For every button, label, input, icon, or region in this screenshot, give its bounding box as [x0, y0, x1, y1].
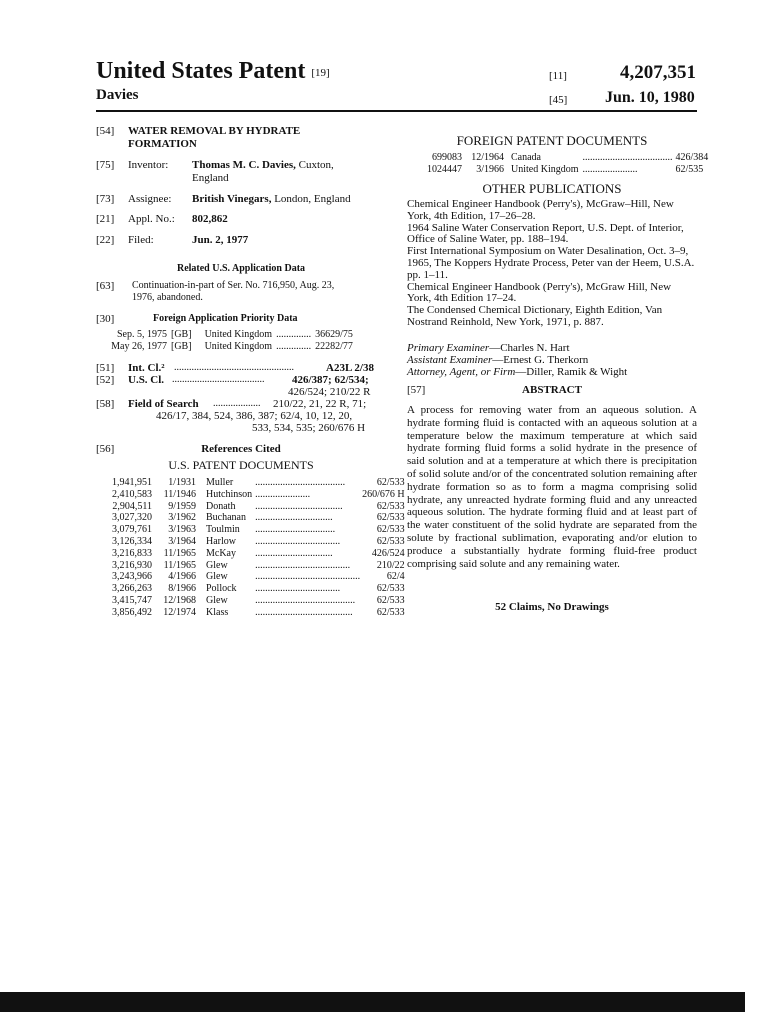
- foreign-country: United Kingdom: [511, 163, 579, 175]
- f51-code: [51]: [96, 362, 115, 374]
- us-doc-dots: ...................................: [255, 500, 343, 512]
- us-doc-number: 2,904,511: [112, 500, 152, 512]
- us-doc-dots: ..........................................: [255, 571, 361, 583]
- f75-value: [192, 159, 334, 171]
- us-doc-dots: ...............................: [255, 547, 333, 559]
- us-doc-name: Glew: [206, 594, 228, 606]
- f57-code: [57]: [407, 384, 426, 396]
- us-doc-class: 210/22: [376, 559, 405, 571]
- table-row: [104, 512, 405, 524]
- us-doc-name: Muller: [206, 477, 234, 488]
- table-row: [107, 329, 353, 341]
- us-doc-number: 3,415,747: [112, 594, 152, 606]
- f63-line1: Continuation-in-part of Ser. No. 716,950, Aug. 23,: [132, 280, 335, 291]
- f58-value2: 426/17, 384, 524, 386, 387; 62/4, 10, 12, 20,: [156, 410, 353, 422]
- f22-label: Filed:: [128, 234, 154, 246]
- table-row: [107, 341, 353, 353]
- f56-code: [56]: [96, 443, 115, 455]
- patent-number: 4,207,351: [620, 62, 696, 83]
- table-row: [104, 489, 405, 501]
- foreign-dots: ....................................: [582, 152, 673, 163]
- foreign-no: 699083: [432, 152, 462, 163]
- us-doc-dots: .......................................: [255, 606, 353, 618]
- f54-code: [54]: [96, 125, 115, 137]
- foreign-cls: 62/535: [675, 163, 704, 175]
- f30-code: [30]: [96, 313, 115, 325]
- table-row: [104, 477, 405, 489]
- f58-value3: 533, 534, 535; 260/676 H: [252, 422, 366, 434]
- us-doc-date: 3/1962: [168, 512, 196, 524]
- patent-title: [96, 58, 330, 85]
- table-row: [104, 536, 405, 548]
- table-row: [104, 571, 405, 583]
- us-doc-dots: ..................................: [255, 535, 341, 547]
- inventor-surname: Davies: [96, 87, 139, 103]
- priority-date: May 26, 1977: [111, 340, 167, 352]
- us-doc-number: 3,856,492: [112, 606, 152, 618]
- f30-heading: Foreign Application Priority Data: [153, 313, 298, 324]
- us-doc-number: 1,941,951: [112, 477, 152, 488]
- us-doc-class: 62/533: [376, 524, 405, 536]
- us-doc-date: 11/1946: [163, 488, 196, 500]
- us-doc-class: 62/533: [376, 512, 405, 524]
- primary-examiner-name: —Charles N. Hart: [489, 342, 570, 354]
- priority-no: 36629/75: [315, 329, 353, 340]
- us-doc-number: 3,126,334: [112, 535, 152, 547]
- us-doc-class: 260/676 H: [362, 488, 405, 500]
- foreign-dots: ......................: [582, 163, 638, 175]
- foreign-date: 3/1966: [476, 163, 504, 175]
- assistant-examiner-name: —Ernest G. Therkorn: [492, 354, 589, 366]
- attorney-label: Attorney, Agent, or Firm: [407, 366, 516, 378]
- title-code: [19]: [311, 67, 330, 79]
- inventor-place2: England: [192, 172, 229, 184]
- us-doc-class: 62/533: [376, 500, 405, 512]
- f56-heading: References Cited: [201, 443, 281, 455]
- us-doc-dots: ......................................: [255, 559, 351, 571]
- us-doc-dots: ................................: [255, 524, 336, 536]
- publication-entry: First International Symposium on Water Desalination, Oct. 3–9, 1965, The Koppers Hydrate Process, Peter van der Heem, U.S.A. pp. 1–11.: [407, 245, 695, 281]
- f54-title-line2: FORMATION: [128, 138, 197, 150]
- us-doc-name: Harlow: [206, 535, 236, 547]
- abstract-text: A process for removing water from an aqueous solution. A hydrate forming fluid is contacted with an aqueous solution at a temperature below the maximum temperature at which said hydrate forming fluid forms a solid hydrate in the presence of said solution and at a temperature at which there is precipitation of solid solute and/or of the concentrated solution remaining after hydrate formation so as to form a magma comprising solid hydrate, any unreacted hydrate forming fluid and any unreacted aqueous solution. The hydrate forming fluid and at least part of the water constituent of the solid hydrate are separated from the solute by fractional sublimation, evaporating and/or elution to produce a substantially hydrate forming fluid-free product comprising said solute and any remaining water.: [407, 404, 697, 570]
- table-row: [104, 607, 405, 619]
- f73-code: [73]: [96, 193, 115, 205]
- table-row: [104, 583, 405, 595]
- us-doc-dots: ....................................: [255, 477, 346, 488]
- f21-label: Appl. No.:: [128, 213, 175, 225]
- f75-code: [75]: [96, 159, 115, 171]
- assignee-name: British Vinegars,: [192, 193, 272, 205]
- attorney-name: —Diller, Ramik & Wight: [515, 366, 628, 378]
- f52-value1: [292, 374, 369, 386]
- us-doc-class: 62/533: [376, 583, 405, 595]
- f73-value: [192, 193, 351, 205]
- f52-label: U.S. Cl.: [128, 374, 165, 386]
- priority-date: Sep. 5, 1975: [117, 329, 167, 340]
- us-doc-date: 3/1963: [168, 524, 196, 536]
- table-row: [104, 501, 405, 513]
- us-doc-class: 62/533: [376, 535, 405, 547]
- related-heading: Related U.S. Application Data: [176, 263, 306, 274]
- us-doc-dots: ........................................: [255, 594, 356, 606]
- table-row: [427, 164, 708, 176]
- us-docs-table: [104, 477, 405, 619]
- attorney: [407, 366, 627, 378]
- table-row: [427, 152, 708, 164]
- f21-value: 802,862: [192, 213, 228, 225]
- f21-code: [21]: [96, 213, 115, 225]
- publication-entry: Chemical Engineer Handbook (Perry's), McGraw Hill, New York, 4th Edition 17–24.: [407, 280, 672, 305]
- abstract-heading: ABSTRACT: [522, 384, 582, 396]
- primary-examiner: [407, 342, 570, 354]
- us-doc-date: 9/1959: [168, 500, 196, 512]
- f58-label: Field of Search: [128, 398, 199, 410]
- foreign-country: Canada: [511, 152, 541, 163]
- priority-dots: ..............: [276, 340, 312, 352]
- us-doc-class: 426/524: [371, 547, 405, 559]
- us-doc-date: 12/1974: [163, 606, 196, 618]
- us-doc-name: Hutchinson: [206, 488, 253, 500]
- claims-summary: 52 Claims, No Drawings: [495, 601, 609, 613]
- f58-dots: ...................: [213, 398, 261, 409]
- us-doc-dots: ..................................: [255, 583, 341, 595]
- us-doc-name: Pollock: [206, 583, 237, 595]
- foreign-docs-table: [427, 152, 708, 176]
- f54-title-line1: WATER REMOVAL BY HYDRATE: [128, 125, 301, 137]
- priority-table: [107, 329, 353, 353]
- priority-no: 22282/77: [315, 340, 353, 352]
- f22-code: [22]: [96, 234, 115, 246]
- header-rule: [96, 110, 697, 112]
- us-doc-number: 3,266,263: [112, 583, 152, 595]
- f52-value2: 426/524; 210/22 R: [288, 386, 371, 398]
- table-row: [104, 524, 405, 536]
- us-doc-name: Donath: [206, 500, 236, 512]
- f52-dots: .....................................: [172, 374, 265, 385]
- us-doc-class: 62/4: [386, 571, 405, 583]
- f51-dots: ................................................: [174, 362, 294, 373]
- date-code: [45]: [549, 94, 568, 106]
- foreign-cls: 426/384: [675, 152, 709, 163]
- us-doc-date: 8/1966: [168, 583, 196, 595]
- patent-date: Jun. 10, 1980: [605, 89, 695, 106]
- f63-code: [63]: [96, 280, 115, 292]
- us-doc-dots: ......................: [255, 488, 311, 500]
- us-docs-heading: U.S. PATENT DOCUMENTS: [168, 458, 314, 472]
- other-publications: [407, 199, 697, 329]
- foreign-no: 1024447: [427, 163, 462, 175]
- table-row: [104, 548, 405, 560]
- f58-value1: 210/22, 21, 22 R, 71;: [273, 398, 367, 410]
- priority-dots: ..............: [276, 329, 312, 340]
- table-row: [104, 560, 405, 572]
- foreign-heading: FOREIGN PATENT DOCUMENTS: [456, 133, 648, 148]
- priority-country: United Kingdom: [204, 329, 273, 340]
- us-doc-date: 11/1965: [163, 559, 196, 571]
- f51-value: A23L 2/38: [326, 362, 374, 374]
- assignee-place: London, England: [274, 193, 351, 205]
- priority-cc: [GB]: [171, 340, 192, 352]
- us-doc-name: Glew: [206, 559, 228, 571]
- assistant-examiner: [407, 354, 588, 366]
- us-doc-date: 4/1966: [168, 571, 196, 583]
- publication-entry: 1964 Saline Water Conservation Report, U.S. Dept. of Interior, Office of Saline Water, pp. 188–194.: [407, 221, 684, 246]
- priority-country: United Kingdom: [204, 340, 273, 352]
- us-doc-name: McKay: [206, 547, 236, 559]
- us-doc-date: 12/1968: [163, 594, 196, 606]
- f22-value: Jun. 2, 1977: [192, 234, 249, 246]
- us-doc-number: 3,216,833: [112, 547, 152, 559]
- us-doc-date: 1/1931: [168, 477, 196, 488]
- us-doc-name: Glew: [206, 571, 228, 583]
- f52-code: [52]: [96, 374, 115, 386]
- us-doc-name: Toulmin: [206, 524, 240, 536]
- publication-entry: Chemical Engineer Handbook (Perry's), McGraw–Hill, New York, 4th Edition, 17–26–28.: [407, 198, 674, 222]
- us-doc-class: 62/533: [376, 477, 405, 488]
- table-row: [104, 595, 405, 607]
- f75-label: Inventor:: [128, 159, 169, 171]
- priority-cc: [GB]: [171, 329, 192, 340]
- other-pubs-heading: OTHER PUBLICATIONS: [482, 181, 622, 196]
- us-doc-number: 3,216,930: [112, 559, 152, 571]
- us-doc-date: 3/1964: [168, 535, 196, 547]
- assistant-examiner-label: Assistant Examiner: [407, 354, 493, 366]
- patent-title-text: United States Patent: [96, 58, 306, 84]
- us-doc-class: 62/533: [376, 606, 405, 618]
- us-doc-date: 11/1965: [163, 547, 196, 559]
- foreign-date: 12/1964: [471, 152, 504, 163]
- scan-edge-bar: [0, 992, 745, 1012]
- us-doc-name: Klass: [206, 606, 229, 618]
- primary-examiner-label: Primary Examiner: [407, 342, 490, 354]
- us-doc-class: 62/533: [376, 594, 405, 606]
- us-doc-number: 3,243,966: [112, 571, 152, 583]
- f73-label: Assignee:: [128, 193, 172, 205]
- f51-label: Int. Cl.²: [128, 362, 165, 374]
- f63-line2: 1976, abandoned.: [132, 292, 203, 303]
- publication-entry: The Condensed Chemical Dictionary, Eighth Edition, Van Nostrand Reinhold, New York, 1971, p. 887.: [407, 304, 663, 328]
- us-doc-number: 3,079,761: [112, 524, 152, 536]
- us-doc-number: 2,410,583: [112, 488, 152, 500]
- f52-value1-text: 426/387; 62/534;: [292, 374, 369, 386]
- f58-code: [58]: [96, 398, 115, 410]
- us-doc-name: Buchanan: [206, 512, 246, 524]
- us-doc-number: 3,027,320: [112, 512, 152, 524]
- inventor-place1: Cuxton,: [298, 159, 334, 171]
- patent-number-code: [11]: [549, 70, 567, 82]
- us-doc-dots: ...............................: [255, 512, 333, 524]
- inventor-name: Thomas M. C. Davies,: [192, 159, 296, 171]
